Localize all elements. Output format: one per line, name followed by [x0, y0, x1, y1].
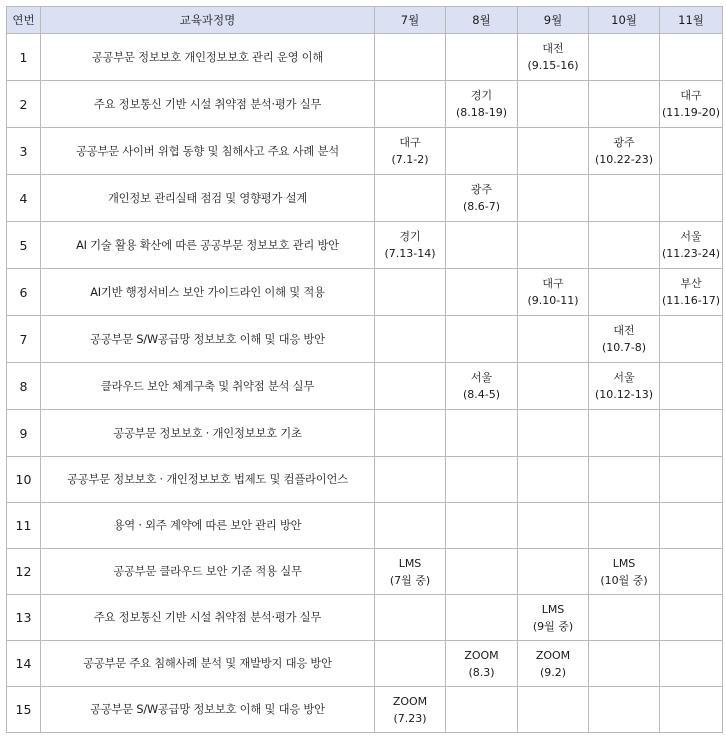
schedule-10: LMS (10월 중) — [589, 549, 660, 595]
schedule-7: LMS (7월 중) — [375, 549, 446, 595]
row-number: 9 — [7, 410, 41, 457]
course-name: AI기반 행정서비스 보안 가이드라인 이해 및 적용 — [41, 269, 375, 316]
course-name: 공공부문 S/W공급망 정보보호 이해 및 대응 방안 — [41, 687, 375, 733]
schedule-10 — [589, 34, 660, 81]
schedule-8 — [446, 128, 518, 175]
schedule-7 — [375, 503, 446, 549]
table-row — [7, 410, 723, 457]
schedule-9 — [518, 175, 589, 222]
course-name: 주요 정보통신 기반 시설 취약점 분석·평가 실무 — [41, 595, 375, 641]
schedule-9 — [518, 128, 589, 175]
schedule-7: 경기 (7.13-14) — [375, 222, 446, 269]
schedule-7 — [375, 81, 446, 128]
schedule-11 — [660, 363, 723, 410]
header-month-10: 10월 — [589, 7, 660, 34]
row-number: 14 — [7, 641, 41, 687]
schedule-10 — [589, 269, 660, 316]
schedule-7 — [375, 410, 446, 457]
row-number: 12 — [7, 549, 41, 595]
schedule-7 — [375, 269, 446, 316]
schedule-11 — [660, 687, 723, 733]
header-month-11: 11월 — [660, 7, 723, 34]
table-row — [7, 641, 723, 687]
header-month-7: 7월 — [375, 7, 446, 34]
schedule-9: 대전 (9.15-16) — [518, 34, 589, 81]
schedule-7 — [375, 175, 446, 222]
schedule-11: 대구 (11.19-20) — [660, 81, 723, 128]
schedule-7 — [375, 316, 446, 363]
schedule-11 — [660, 316, 723, 363]
schedule-11 — [660, 503, 723, 549]
schedule-11 — [660, 410, 723, 457]
schedule-8 — [446, 410, 518, 457]
table-row — [7, 363, 723, 410]
row-number: 3 — [7, 128, 41, 175]
schedule-10: 광주 (10.22-23) — [589, 128, 660, 175]
schedule-9 — [518, 457, 589, 503]
schedule-11 — [660, 175, 723, 222]
schedule-10 — [589, 641, 660, 687]
schedule-7 — [375, 457, 446, 503]
schedule-10 — [589, 457, 660, 503]
schedule-11: 서울 (11.23-24) — [660, 222, 723, 269]
row-number: 13 — [7, 595, 41, 641]
schedule-10 — [589, 175, 660, 222]
header-month-8: 8월 — [446, 7, 518, 34]
course-name: 용역 · 외주 계약에 따른 보안 관리 방안 — [41, 503, 375, 549]
schedule-7 — [375, 34, 446, 81]
row-number: 8 — [7, 363, 41, 410]
schedule-table — [6, 6, 723, 733]
schedule-10: 서울 (10.12-13) — [589, 363, 660, 410]
row-number: 5 — [7, 222, 41, 269]
course-name: 공공부문 정보보호 · 개인정보보호 기초 — [41, 410, 375, 457]
row-number: 4 — [7, 175, 41, 222]
schedule-10 — [589, 595, 660, 641]
schedule-8: ZOOM (8.3) — [446, 641, 518, 687]
schedule-11 — [660, 457, 723, 503]
row-number: 2 — [7, 81, 41, 128]
schedule-10 — [589, 687, 660, 733]
header-course: 교육과정명 — [41, 7, 375, 34]
schedule-7: 대구 (7.1-2) — [375, 128, 446, 175]
table-row — [7, 503, 723, 549]
schedule-9 — [518, 363, 589, 410]
schedule-8: 서울 (8.4-5) — [446, 363, 518, 410]
schedule-10 — [589, 410, 660, 457]
schedule-11: 부산 (11.16-17) — [660, 269, 723, 316]
table-body — [7, 34, 723, 733]
table-row — [7, 34, 723, 81]
schedule-8 — [446, 222, 518, 269]
course-name: 공공부문 정보보호 개인정보보호 관리 운영 이해 — [41, 34, 375, 81]
schedule-7 — [375, 595, 446, 641]
table-row — [7, 549, 723, 595]
row-number: 7 — [7, 316, 41, 363]
row-number: 11 — [7, 503, 41, 549]
row-number: 1 — [7, 34, 41, 81]
table-row — [7, 128, 723, 175]
table-row — [7, 595, 723, 641]
row-number: 10 — [7, 457, 41, 503]
schedule-8 — [446, 316, 518, 363]
schedule-9 — [518, 222, 589, 269]
schedule-9: LMS (9월 중) — [518, 595, 589, 641]
schedule-9 — [518, 503, 589, 549]
table-row — [7, 269, 723, 316]
schedule-11 — [660, 549, 723, 595]
schedule-10 — [589, 222, 660, 269]
schedule-11 — [660, 34, 723, 81]
table-row — [7, 175, 723, 222]
schedule-9: ZOOM (9.2) — [518, 641, 589, 687]
schedule-11 — [660, 595, 723, 641]
table-row — [7, 687, 723, 733]
schedule-8 — [446, 34, 518, 81]
course-name: 공공부문 S/W공급망 정보보호 이해 및 대응 방안 — [41, 316, 375, 363]
row-number: 6 — [7, 269, 41, 316]
schedule-8 — [446, 595, 518, 641]
header-month-9: 9월 — [518, 7, 589, 34]
header-row — [7, 7, 723, 34]
schedule-7 — [375, 641, 446, 687]
schedule-8 — [446, 549, 518, 595]
course-name: 공공부문 정보보호 · 개인정보보호 법제도 및 컴플라이언스 — [41, 457, 375, 503]
table-row — [7, 81, 723, 128]
schedule-8 — [446, 269, 518, 316]
schedule-10 — [589, 81, 660, 128]
header-no: 연번 — [7, 7, 41, 34]
schedule-9 — [518, 687, 589, 733]
course-name: 주요 정보통신 기반 시설 취약점 분석·평가 실무 — [41, 81, 375, 128]
schedule-9 — [518, 549, 589, 595]
schedule-10: 대전 (10.7-8) — [589, 316, 660, 363]
schedule-11 — [660, 128, 723, 175]
schedule-8: 경기 (8.18-19) — [446, 81, 518, 128]
course-name: 개인정보 관리실태 점검 및 영향평가 설계 — [41, 175, 375, 222]
table-row — [7, 457, 723, 503]
course-name: 공공부문 사이버 위협 동향 및 침해사고 주요 사례 분석 — [41, 128, 375, 175]
schedule-11 — [660, 641, 723, 687]
course-name: 공공부문 주요 침해사례 분석 및 재발방지 대응 방안 — [41, 641, 375, 687]
schedule-7 — [375, 363, 446, 410]
schedule-10 — [589, 503, 660, 549]
course-name: 공공부문 클라우드 보안 기준 적용 실무 — [41, 549, 375, 595]
schedule-8 — [446, 503, 518, 549]
schedule-9 — [518, 410, 589, 457]
table-row — [7, 316, 723, 363]
row-number: 15 — [7, 687, 41, 733]
course-name: 클라우드 보안 체계구축 및 취약점 분석 실무 — [41, 363, 375, 410]
schedule-9 — [518, 316, 589, 363]
schedule-8 — [446, 457, 518, 503]
schedule-9 — [518, 81, 589, 128]
course-name: AI 기술 활용 확산에 따른 공공부문 정보보호 관리 방안 — [41, 222, 375, 269]
schedule-8: 광주 (8.6-7) — [446, 175, 518, 222]
schedule-7: ZOOM (7.23) — [375, 687, 446, 733]
schedule-8 — [446, 687, 518, 733]
table-row — [7, 222, 723, 269]
schedule-9: 대구 (9.10-11) — [518, 269, 589, 316]
